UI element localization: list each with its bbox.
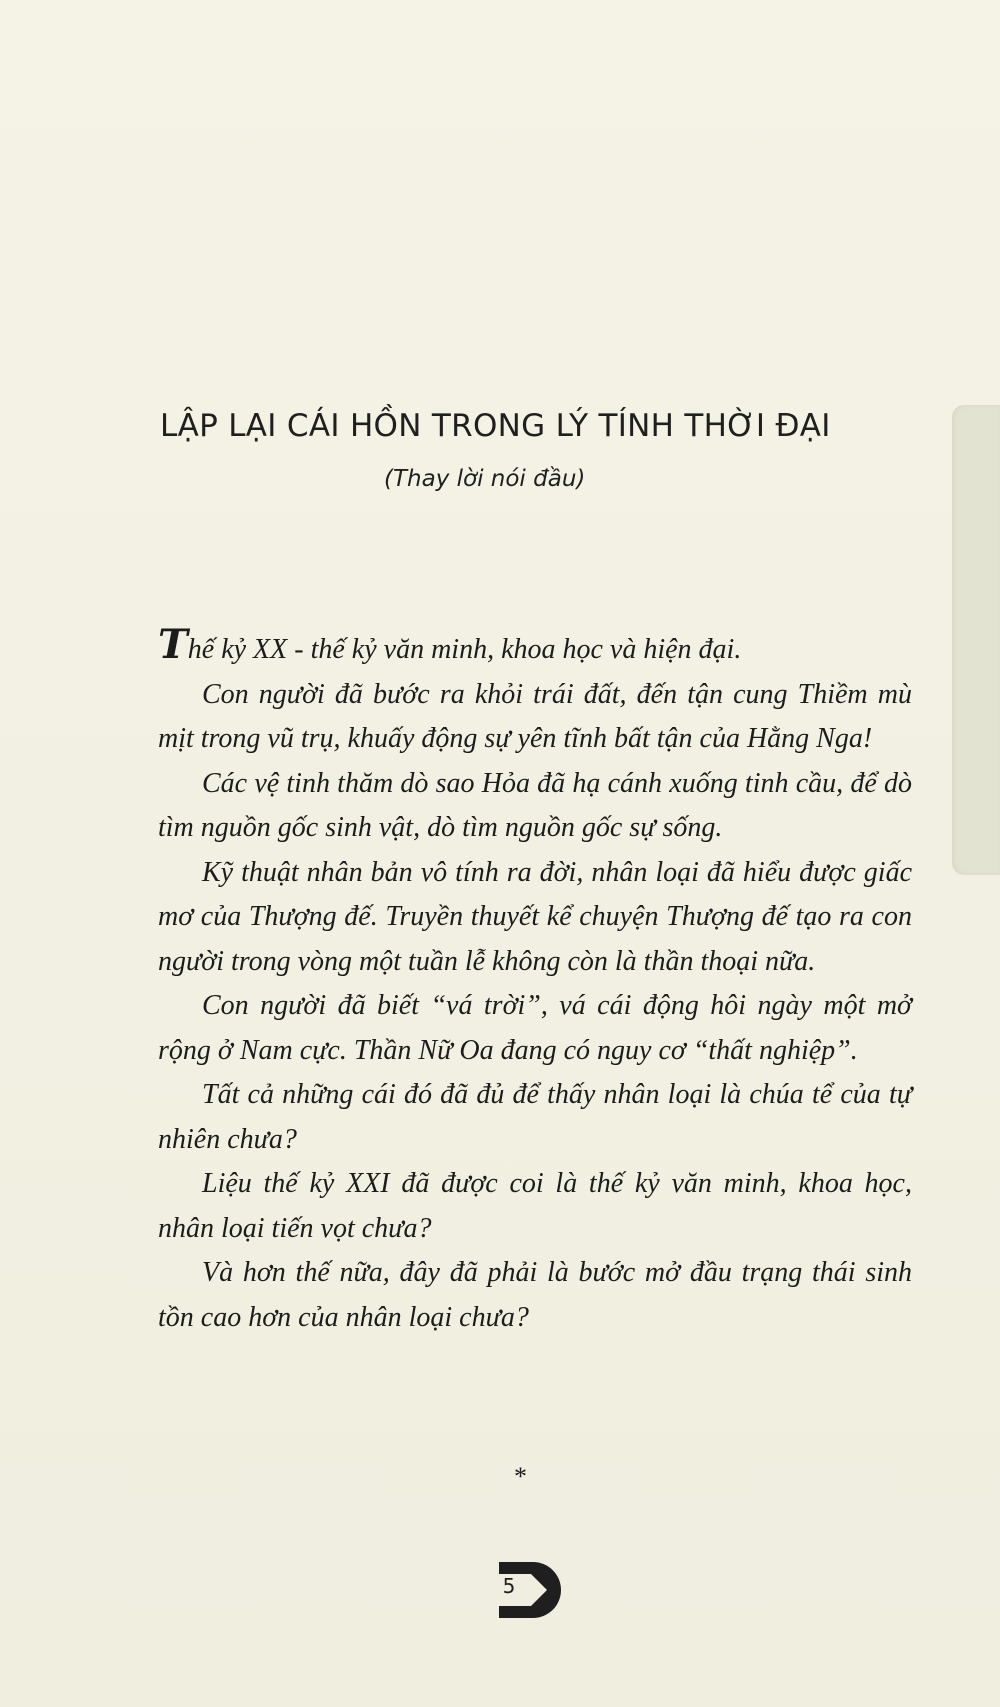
chapter-subtitle: (Thay lời nói đầu): [384, 466, 586, 492]
paragraph-3: Các vệ tinh thăm dò sao Hỏa đã hạ cánh xuống tinh cầu, để dò tìm nguồn gốc sinh vật, dò tìm nguồn gốc sự sống.: [158, 767, 912, 843]
paragraph-1-text: hế kỷ XX - thế kỷ văn minh, khoa học và hiện đại.: [187, 634, 742, 665]
paragraph-2: Con người đã bước ra khỏi trái đất, đến tận cung Thiềm mù mịt trong vũ trụ, khuấy động sự yên tĩnh bất tận của Hằng Nga!: [158, 678, 912, 754]
page-edge-strip: [952, 405, 1000, 875]
paragraph-4: Kỹ thuật nhân bản vô tính ra đời, nhân loại đã hiểu được giấc mơ của Thượng đế. Truyền thuyết kể chuyện Thượng đế tạo ra con người trong vòng một tuần lễ không còn là thần thoại nữa.: [158, 856, 912, 977]
paragraph-1: [158, 621, 912, 673]
body-text: [158, 621, 912, 1340]
paragraph-6: Tất cả những cái đó đã đủ để thấy nhân loại là chúa tể của tự nhiên chưa?: [158, 1079, 912, 1155]
page-number: 5: [502, 1574, 516, 1598]
section-separator: *: [514, 1462, 527, 1491]
paragraph-8: Và hơn thế nữa, đây đã phải là bước mở đầu trạng thái sinh tồn cao hơn của nhân loại chưa?: [158, 1257, 912, 1333]
chapter-title: LẬP LẠI CÁI HỒN TRONG LÝ TÍNH THỜI ĐẠI: [160, 408, 831, 444]
paragraph-7: Liệu thế kỷ XXI đã được coi là thế kỷ văn minh, khoa học, nhân loại tiến vọt chưa?: [158, 1168, 912, 1244]
paragraph-5: Con người đã biết “vá trời”, vá cái động hôi ngày một mở rộng ở Nam cực. Thần Nữ Oa đang có nguy cơ “thất nghiệp”.: [158, 990, 912, 1066]
dropcap-letter: T: [158, 621, 188, 668]
